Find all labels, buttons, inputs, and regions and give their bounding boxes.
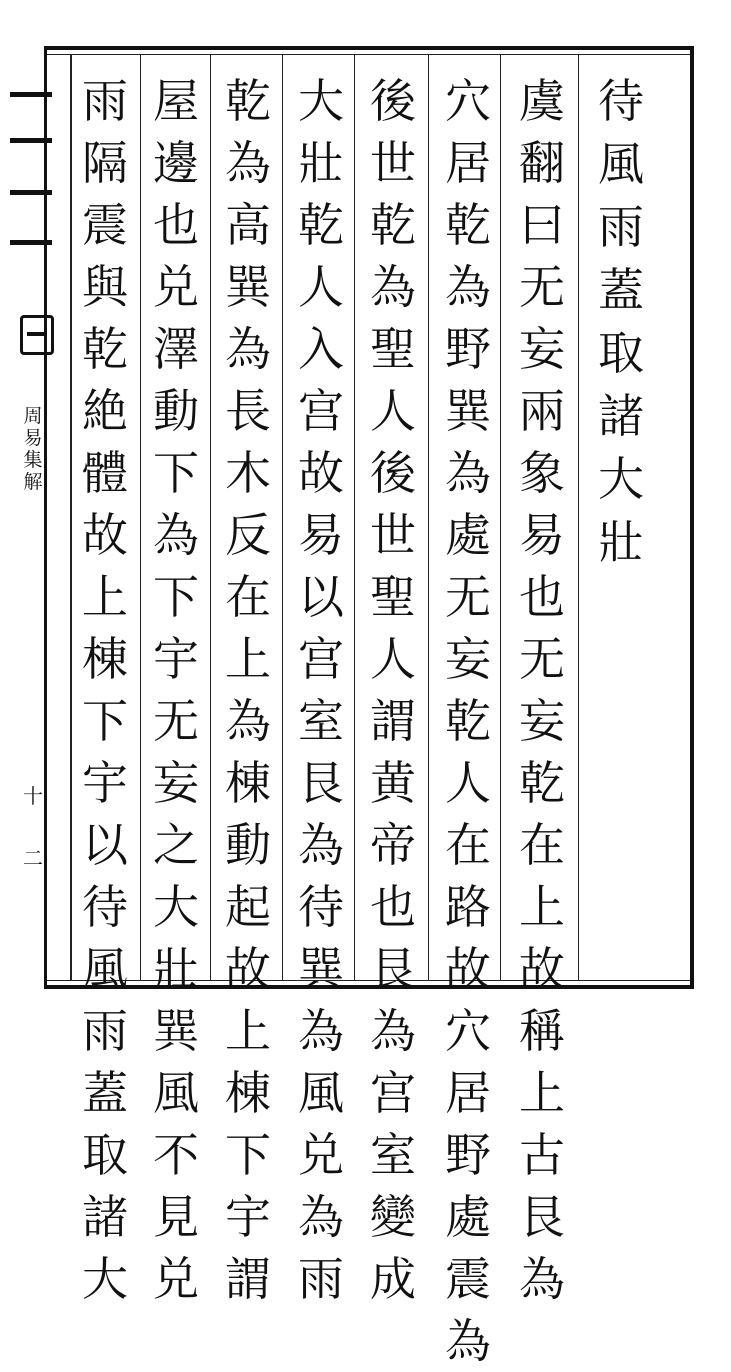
glyph: 高: [225, 198, 271, 252]
glyph: 宫: [298, 384, 344, 438]
column-rule: [210, 54, 211, 980]
glyph: 上: [82, 570, 128, 624]
glyph: 下: [225, 1128, 271, 1182]
glyph: 宇: [225, 1190, 271, 1244]
glyph: 故: [519, 942, 565, 996]
column-rule: [578, 54, 579, 980]
glyph: 雨: [298, 1252, 344, 1306]
glyph: 无: [519, 632, 565, 686]
glyph: 艮: [298, 756, 344, 810]
glyph: 成: [370, 1252, 416, 1306]
glyph: 巽: [225, 260, 271, 314]
text-column: [512, 70, 572, 1310]
text-column: [218, 70, 278, 1310]
glyph: 宫: [370, 1066, 416, 1120]
glyph: 為: [225, 136, 271, 190]
glyph: 壯: [153, 942, 199, 996]
glyph: 壯: [598, 515, 644, 569]
glyph: 為: [225, 322, 271, 376]
glyph: 見: [153, 1190, 199, 1244]
margin-page-number: [6, 785, 60, 909]
glyph: 在: [225, 570, 271, 624]
glyph: 故: [225, 942, 271, 996]
glyph: 室: [370, 1128, 416, 1182]
column-rule: [354, 54, 355, 980]
glyph: 不: [153, 1128, 199, 1182]
glyph: 為: [153, 508, 199, 562]
glyph: 妄: [153, 756, 199, 810]
glyph: 穴: [445, 74, 491, 128]
glyph: 乾: [225, 74, 271, 128]
glyph: 待: [82, 880, 128, 934]
glyph: 十: [23, 784, 43, 808]
column-rule: [140, 54, 141, 980]
glyph: 聖: [370, 322, 416, 376]
glyph: 棟: [82, 632, 128, 686]
glyph: 與: [82, 260, 128, 314]
glyph: 乾: [370, 198, 416, 252]
glyph: 巽: [445, 384, 491, 438]
glyph: 動: [225, 818, 271, 872]
glyph: 巽: [153, 1004, 199, 1058]
glyph: 曰: [519, 198, 565, 252]
glyph: 下: [153, 570, 199, 624]
glyph: 後: [370, 74, 416, 128]
text-column: [146, 70, 206, 1310]
glyph: 无: [153, 694, 199, 748]
glyph: 屋: [153, 74, 199, 128]
fishtail-mark-icon: [20, 315, 54, 355]
glyph: 雨: [82, 74, 128, 128]
glyph: 入: [298, 322, 344, 376]
glyph: 上: [519, 1066, 565, 1120]
glyph: 棟: [225, 1066, 271, 1120]
glyph: 兩: [519, 384, 565, 438]
glyph: 故: [298, 446, 344, 500]
glyph: 易: [298, 508, 344, 562]
glyph: 世: [370, 508, 416, 562]
glyph: 解: [23, 471, 43, 493]
glyph: 室: [298, 694, 344, 748]
glyph: 翻: [519, 136, 565, 190]
glyph: 為: [445, 446, 491, 500]
glyph: 澤: [153, 322, 199, 376]
glyph: 二: [23, 846, 43, 870]
glyph: 處: [445, 1190, 491, 1244]
glyph: 在: [445, 818, 491, 872]
glyph: 絶: [82, 384, 128, 438]
glyph: 大: [598, 452, 644, 506]
margin-ornament: [10, 190, 52, 195]
glyph: 蓋: [82, 1066, 128, 1120]
glyph: 古: [519, 1128, 565, 1182]
text-column: [291, 70, 351, 1310]
column-rule: [500, 54, 501, 980]
glyph: 居: [445, 1066, 491, 1120]
glyph: 人: [298, 260, 344, 314]
glyph: 上: [519, 880, 565, 934]
glyph: 乾: [519, 756, 565, 810]
glyph: 為: [445, 1314, 491, 1368]
glyph: 體: [82, 446, 128, 500]
glyph: 野: [445, 1128, 491, 1182]
glyph: 巽: [298, 942, 344, 996]
glyph: 為: [298, 818, 344, 872]
glyph: 人: [445, 756, 491, 810]
glyph: 起: [225, 880, 271, 934]
glyph: 易: [23, 427, 43, 449]
glyph: 无: [445, 570, 491, 624]
glyph: 大: [298, 74, 344, 128]
glyph: 壯: [298, 136, 344, 190]
text-column: [438, 70, 498, 1372]
glyph: 反: [225, 508, 271, 562]
glyph: 象: [519, 446, 565, 500]
glyph: 為: [298, 1190, 344, 1244]
margin-divider: [70, 54, 72, 980]
glyph: 乾: [82, 322, 128, 376]
glyph: 蓋: [598, 263, 644, 317]
glyph: 妄: [445, 632, 491, 686]
glyph: 邊: [153, 136, 199, 190]
glyph: 為: [445, 260, 491, 314]
glyph: 後: [370, 446, 416, 500]
glyph: 之: [153, 818, 199, 872]
text-column: [75, 70, 135, 1310]
glyph: 風: [153, 1066, 199, 1120]
glyph: 乾: [445, 694, 491, 748]
glyph: 妄: [519, 694, 565, 748]
glyph: 兑: [153, 1252, 199, 1306]
glyph: 帝: [370, 818, 416, 872]
glyph: 諸: [82, 1190, 128, 1244]
glyph: 稱: [519, 1004, 565, 1058]
glyph: 隔: [82, 136, 128, 190]
glyph: 乾: [445, 198, 491, 252]
glyph: 震: [445, 1252, 491, 1306]
column-rule: [428, 54, 429, 980]
margin-book-title: [6, 405, 60, 493]
glyph: 長: [225, 384, 271, 438]
glyph: 兑: [153, 260, 199, 314]
glyph: 動: [153, 384, 199, 438]
glyph: 待: [298, 880, 344, 934]
margin-ornament: [10, 92, 52, 97]
glyph: 下: [153, 446, 199, 500]
glyph: 宫: [298, 632, 344, 686]
glyph: 世: [370, 136, 416, 190]
glyph: 无: [519, 260, 565, 314]
glyph: 變: [370, 1190, 416, 1244]
glyph: 上: [225, 632, 271, 686]
glyph: 也: [519, 570, 565, 624]
glyph: 妄: [519, 322, 565, 376]
glyph: 待: [598, 74, 644, 128]
glyph: 宇: [82, 756, 128, 810]
margin-ornament: [10, 138, 52, 143]
glyph: 雨: [598, 200, 644, 254]
glyph: 為: [519, 1252, 565, 1306]
glyph: 以: [82, 818, 128, 872]
glyph: 路: [445, 880, 491, 934]
glyph: 兑: [298, 1128, 344, 1182]
glyph: 集: [23, 449, 43, 471]
glyph: 故: [82, 508, 128, 562]
glyph: 大: [153, 880, 199, 934]
glyph: 虞: [519, 74, 565, 128]
glyph: 也: [370, 880, 416, 934]
glyph: 故: [445, 942, 491, 996]
glyph: 雨: [82, 1004, 128, 1058]
glyph: 人: [370, 384, 416, 438]
glyph: 木: [225, 446, 271, 500]
column-rule: [282, 54, 283, 980]
glyph: 取: [82, 1128, 128, 1182]
glyph: 為: [298, 1004, 344, 1058]
frame-top-border: [44, 46, 694, 50]
glyph: 大: [82, 1252, 128, 1306]
glyph: 謂: [370, 694, 416, 748]
glyph: 風: [298, 1066, 344, 1120]
glyph: 為: [370, 1004, 416, 1058]
glyph: 乾: [298, 198, 344, 252]
glyph: 聖: [370, 570, 416, 624]
glyph: 棟: [225, 756, 271, 810]
glyph: 黄: [370, 756, 416, 810]
glyph: 謂: [225, 1252, 271, 1306]
glyph: 野: [445, 322, 491, 376]
margin-ornament: [10, 240, 52, 245]
glyph: 風: [598, 137, 644, 191]
glyph: 風: [82, 942, 128, 996]
text-column: [363, 70, 423, 1310]
frame-top-inner-line: [44, 54, 694, 55]
glyph: 諸: [598, 389, 644, 443]
glyph: 易: [519, 508, 565, 562]
glyph: 宇: [153, 632, 199, 686]
glyph: 為: [225, 694, 271, 748]
text-column-heading: [591, 70, 651, 574]
glyph: 處: [445, 508, 491, 562]
glyph: 震: [82, 198, 128, 252]
frame-right-border: [690, 46, 694, 989]
glyph: 居: [445, 136, 491, 190]
glyph: 艮: [519, 1190, 565, 1244]
glyph: 也: [153, 198, 199, 252]
glyph: 下: [82, 694, 128, 748]
glyph: 周: [23, 405, 43, 427]
glyph: 上: [225, 1004, 271, 1058]
glyph: 艮: [370, 942, 416, 996]
glyph: 穴: [445, 1004, 491, 1058]
glyph: 以: [298, 570, 344, 624]
glyph: 為: [370, 260, 416, 314]
glyph: 取: [598, 326, 644, 380]
glyph: 人: [370, 632, 416, 686]
glyph: 在: [519, 818, 565, 872]
